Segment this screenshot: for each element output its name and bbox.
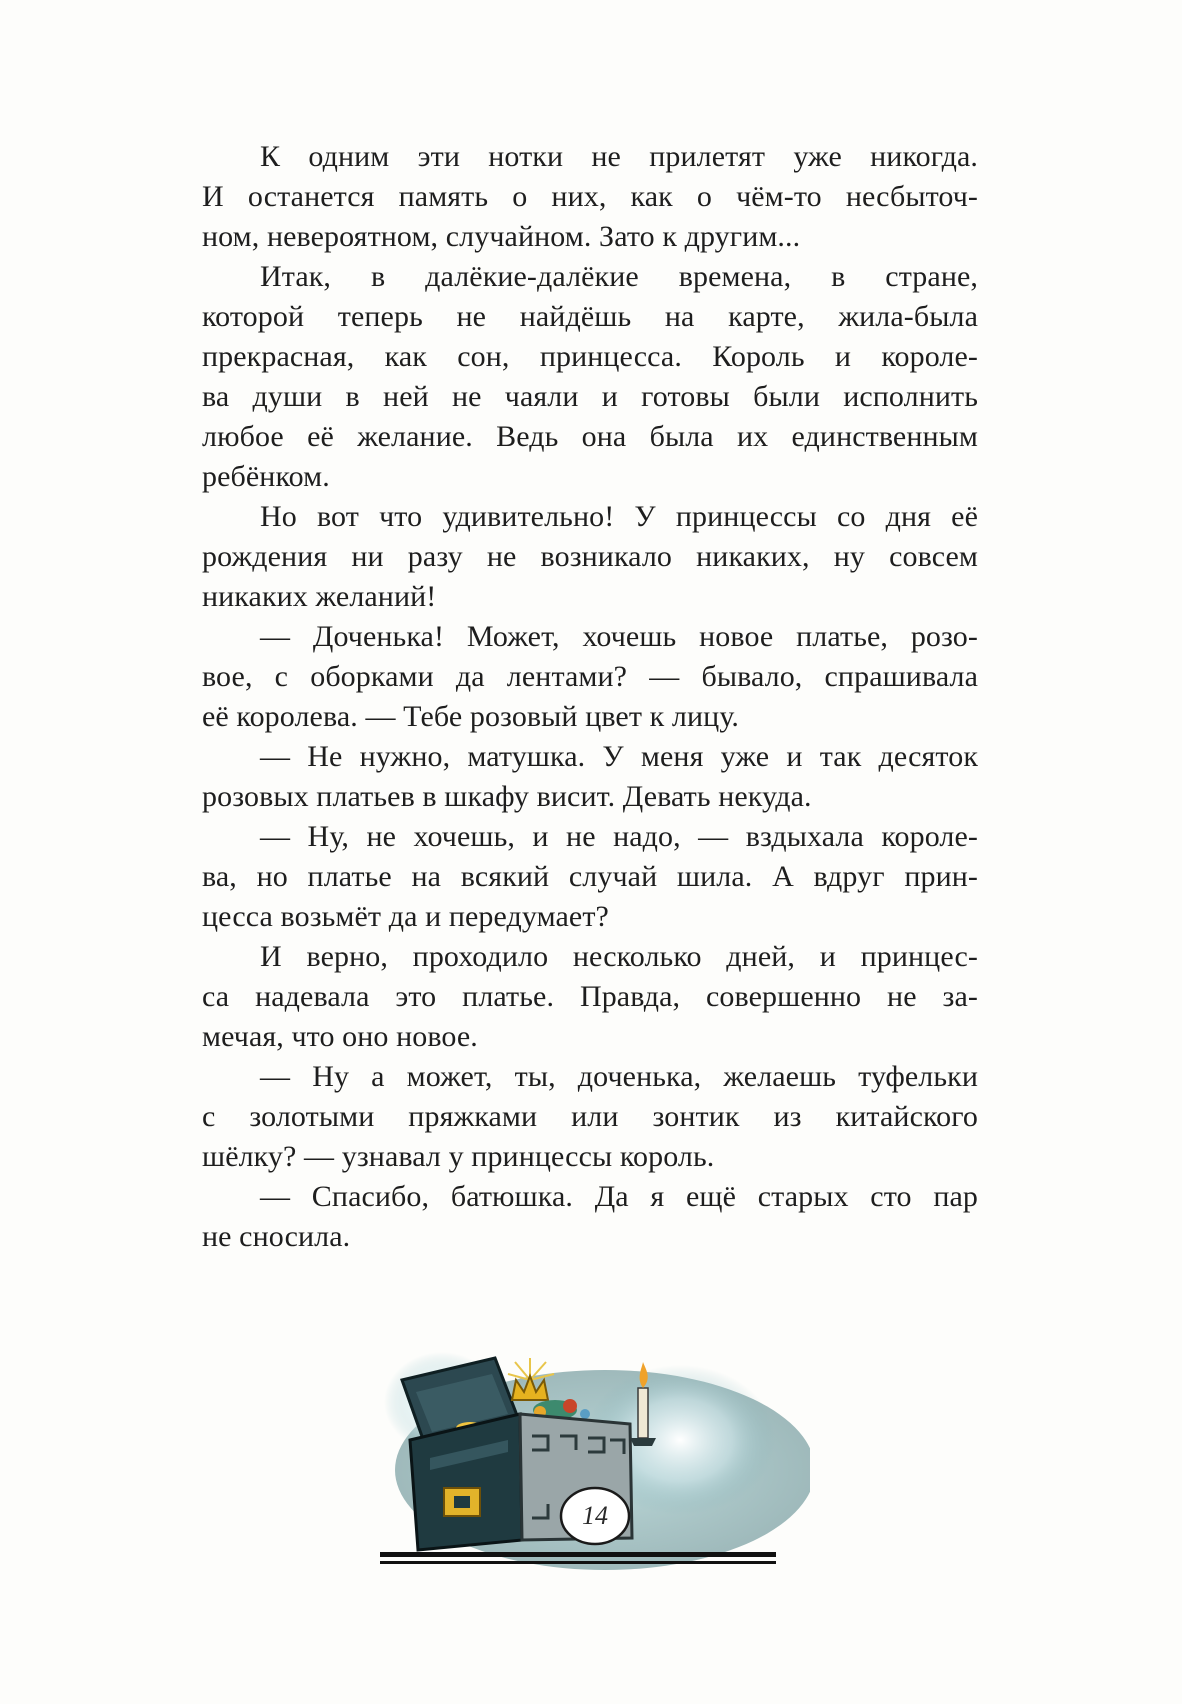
text-line: никаких желаний! xyxy=(202,580,437,613)
rule-line-bottom xyxy=(380,1561,776,1564)
text-line: И останется память о них, как о чём-то несбыточ- xyxy=(202,180,978,213)
text-line: — Ну а может, ты, доченька, желаешь туфельки xyxy=(260,1060,978,1093)
text-line: шёлку? — узнавал у принцессы король. xyxy=(202,1140,715,1173)
text-line: рождения ни разу не возникало никаких, ну совсем xyxy=(202,540,978,573)
text-line: с золотыми пряжками или зонтик из китайского xyxy=(202,1100,978,1133)
text-line: са надевала это платье. Правда, совершенно не за- xyxy=(202,980,978,1013)
text-line: — Не нужно, матушка. У меня уже и так десяток xyxy=(260,740,978,773)
text-line: вое, с оборками да лентами? — бывало, спрашивала xyxy=(202,660,978,693)
page-number: 14 xyxy=(582,1501,608,1530)
text-line: — Спасибо, батюшка. Да я ещё старых сто пар xyxy=(260,1180,978,1213)
text-line: — Ну, не хочешь, и не надо, — вздыхала короле- xyxy=(260,820,978,853)
text-line: Итак, в далёкие-далёкие времена, в стране, xyxy=(260,260,978,293)
story-text xyxy=(202,137,978,1257)
text-line: её королева. — Тебе розовый цвет к лицу. xyxy=(202,700,740,733)
text-line: И верно, проходило несколько дней, и принцес- xyxy=(260,940,978,973)
candle xyxy=(638,1388,648,1438)
text-line: ва, но платье на всякий случай шила. А вдруг прин- xyxy=(202,860,978,893)
treasure-chest-illustration xyxy=(380,1340,810,1580)
text-line: любое её желание. Ведь она была их единственным xyxy=(202,420,978,453)
text-line: розовых платьев в шкафу висит. Девать некуда. xyxy=(202,780,812,813)
text-line: мечая, что оно новое. xyxy=(202,1020,478,1053)
rule-line-top xyxy=(380,1552,776,1557)
text-line: — Доченька! Может, хочешь новое платье, розо- xyxy=(260,620,978,653)
text-line: цесса возьмёт да и передумает? xyxy=(202,900,609,933)
text-line: которой теперь не найдёшь на карте, жила-была xyxy=(202,300,978,333)
text-line: ва души в ней не чаяли и готовы были исполнить xyxy=(202,380,978,413)
text-line: ребёнком. xyxy=(202,460,330,493)
text-line: ном, невероятном, случайном. Зато к другим... xyxy=(202,220,801,253)
text-line: К одним эти нотки не прилетят уже никогда. xyxy=(260,140,978,173)
text-line: не сносила. xyxy=(202,1220,351,1253)
text-line: Но вот что удивительно! У принцессы со дня её xyxy=(260,500,978,533)
text-line: прекрасная, как сон, принцесса. Король и короле- xyxy=(202,340,978,373)
